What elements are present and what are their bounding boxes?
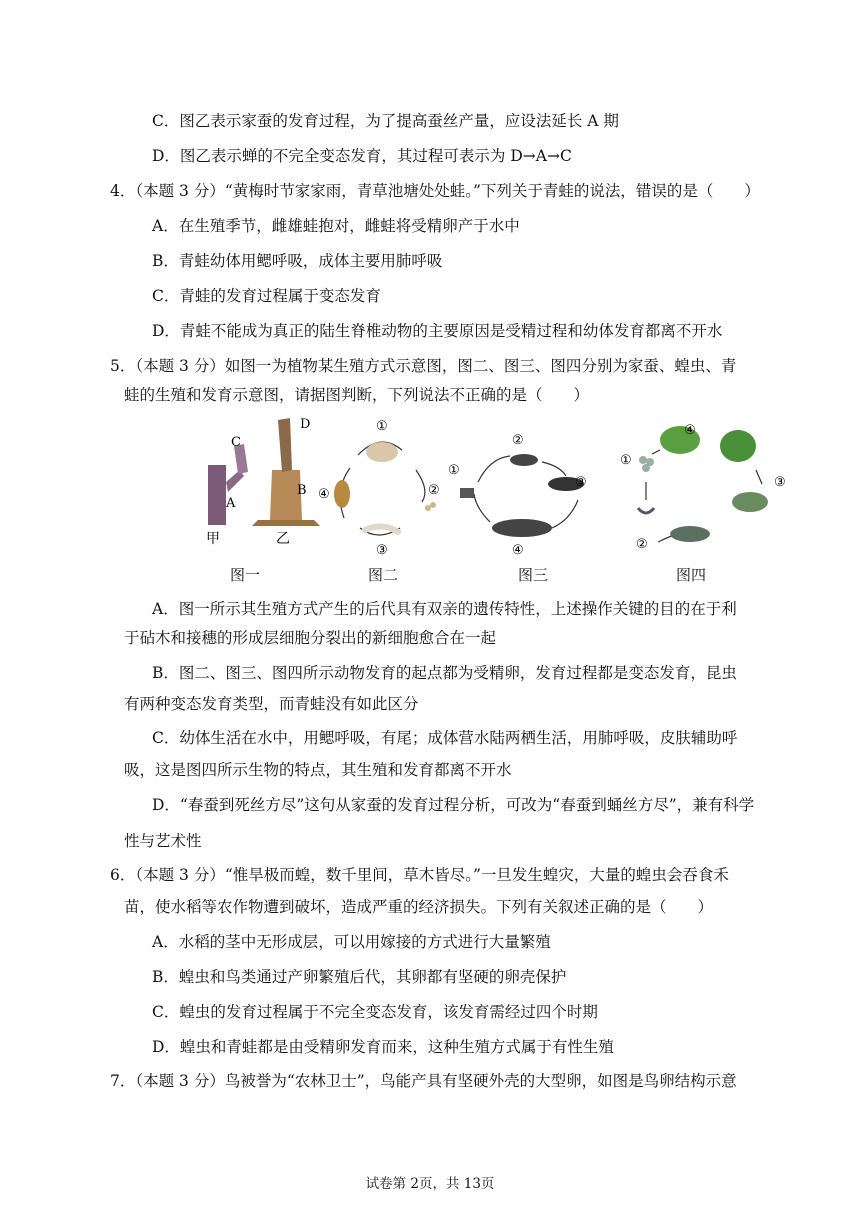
q5-stem-line2: 蛙的生殖和发育示意图，请据图判断，下列说法不正确的是（ ） — [124, 386, 590, 404]
q3-option-d: D．图乙表示蝉的不完全变态发育，其过程可表示为 D→A→C — [152, 147, 572, 165]
fig2-stage-2: ② — [428, 483, 440, 498]
fig1-label-jia: 甲 — [206, 531, 220, 547]
fig3-stage-1: ① — [448, 463, 460, 478]
q4-option-a: A．在生殖季节，雌雄蛙抱对，雌蛙将受精卵产于水中 — [152, 217, 520, 235]
figure-caption-4: 图四 — [676, 566, 707, 584]
q6-option-d: D．蝗虫和青蛙都是由受精卵发育而来，这种生殖方式属于有性生殖 — [152, 1038, 614, 1056]
fig3-stage-4: ④ — [512, 543, 524, 558]
fig3-stage-2: ② — [512, 433, 524, 448]
q5-option-c-line2: 吸，这是图四所示生物的特点，其生殖和发育都离不开水 — [124, 761, 512, 779]
q5-option-d-line1: D．“春蚕到死丝方尽”这句从家蚕的发育过程分析，可改为“春蚕到蛹丝方尽”，兼有科学 — [152, 796, 755, 814]
fig4-frog-cycle — [638, 426, 768, 542]
q5-option-b-line2: 有两种变态发育类型，而青蛙没有如此区分 — [124, 695, 419, 713]
figure-caption-2: 图二 — [368, 566, 399, 584]
fig1-label-b: B — [297, 483, 307, 498]
q6-option-c: C．蝗虫的发育过程属于不完全变态发育，该发育需经过四个时期 — [152, 1003, 598, 1021]
fig4-stage-3: ③ — [774, 475, 786, 490]
q7-stem-line1: 7．（本题 3 分）鸟被誉为“农林卫士”，鸟能产具有坚硬外壳的大型卵，如图是鸟卵结构示意 — [110, 1072, 737, 1090]
fig4-stage-2: ② — [636, 537, 648, 552]
q4-option-b: B．青蛙幼体用鳃呼吸，成体主要用肺呼吸 — [152, 252, 443, 270]
figure-caption-3: 图三 — [518, 566, 549, 584]
froglet-icon — [732, 492, 768, 512]
fig4-stage-4: ④ — [684, 423, 696, 438]
q3-option-c: C．图乙表示家蚕的发育过程，为了提高蚕丝产量，应设法延长 A 期 — [152, 112, 619, 130]
q5-option-c-line1: C．幼体生活在水中，用鳃呼吸，有尾；成体营水陆两栖生活，用肺呼吸，皮肤辅助呼 — [152, 729, 738, 747]
egg-icon — [425, 505, 431, 511]
fig2-silkworm-cycle — [334, 442, 436, 535]
fig2-stage-4: ④ — [318, 487, 330, 502]
fig1-label-a: A — [226, 496, 236, 511]
q6-stem-line1: 6．（本题 3 分）“惟旱极而蝗，数千里间，草木皆尽。”一旦发生蝗灾，大量的蝗虫会吞食禾 — [110, 866, 729, 884]
fig2-stage-1: ① — [376, 419, 388, 434]
q5-figure — [190, 410, 810, 590]
fig1-label-c: C — [231, 435, 241, 450]
q5-option-b-line1: B．图二、图三、图四所示动物发育的起点都为受精卵，发育过程都是变态发育，昆虫 — [152, 664, 737, 682]
pupa-icon — [334, 480, 350, 508]
adult-locust-icon — [492, 519, 552, 537]
fig1-stock — [252, 418, 320, 526]
q4-option-d: D．青蛙不能成为真正的陆生脊椎动物的主要原因是受精过程和幼体发育都离不开水 — [152, 322, 723, 340]
q5-option-d-line2: 性与艺术性 — [124, 832, 202, 850]
fig1-label-d: D — [300, 417, 311, 432]
fig2-stage-3: ③ — [376, 543, 388, 558]
locust-egg-icon — [460, 488, 474, 498]
q6-option-b: B．蝗虫和鸟类通过产卵繁殖后代，其卵都有坚硬的卵壳保护 — [152, 968, 567, 986]
fig1-label-yi: 乙 — [276, 531, 290, 547]
q5-option-a-line1: A．图一所示其生殖方式产生的后代具有双亲的遗传特性，上述操作关键的目的在于利 — [152, 600, 737, 618]
fig1-scion — [208, 444, 248, 525]
fig3-stage-3: ③ — [575, 475, 587, 490]
nymph-small-icon — [510, 454, 538, 466]
frog-pair-icon — [720, 430, 756, 462]
moth-icon — [366, 442, 398, 462]
page-footer: 试卷第 2页，共 13页 — [365, 1176, 495, 1192]
larva-icon — [365, 526, 398, 532]
q6-option-a: A．水稻的茎中无形成层，可以用嫁接的方式进行大量繁殖 — [152, 933, 551, 951]
fig4-stage-1: ① — [620, 453, 632, 468]
q6-stem-line2: 苗，使水稻等农作物遭到破坏，造成严重的经济损失。下列有关叙述正确的是（ ） — [124, 898, 714, 916]
q4-option-c: C．青蛙的发育过程属于变态发育 — [152, 287, 381, 305]
fig3-locust-cycle — [460, 454, 584, 537]
tadpole-icon — [670, 526, 710, 542]
q5-option-a-line2: 于砧木和接穗的形成层细胞分裂出的新细胞愈合在一起 — [124, 629, 497, 647]
q4-stem: 4．（本题 3 分）“黄梅时节家家雨，青草池塘处处蛙。”下列关于青蛙的说法，错误的是（ ） — [110, 182, 760, 200]
q5-stem-line1: 5．（本题 3 分）如图一为植物某生殖方式示意图，图二、图三、图四分别为家蚕、蝗虫、青 — [110, 357, 737, 375]
q5-figure-svg — [190, 410, 810, 590]
figure-caption-1: 图一 — [230, 566, 261, 584]
frog-egg-icon — [639, 456, 647, 464]
tadpole-small-icon — [638, 508, 654, 513]
